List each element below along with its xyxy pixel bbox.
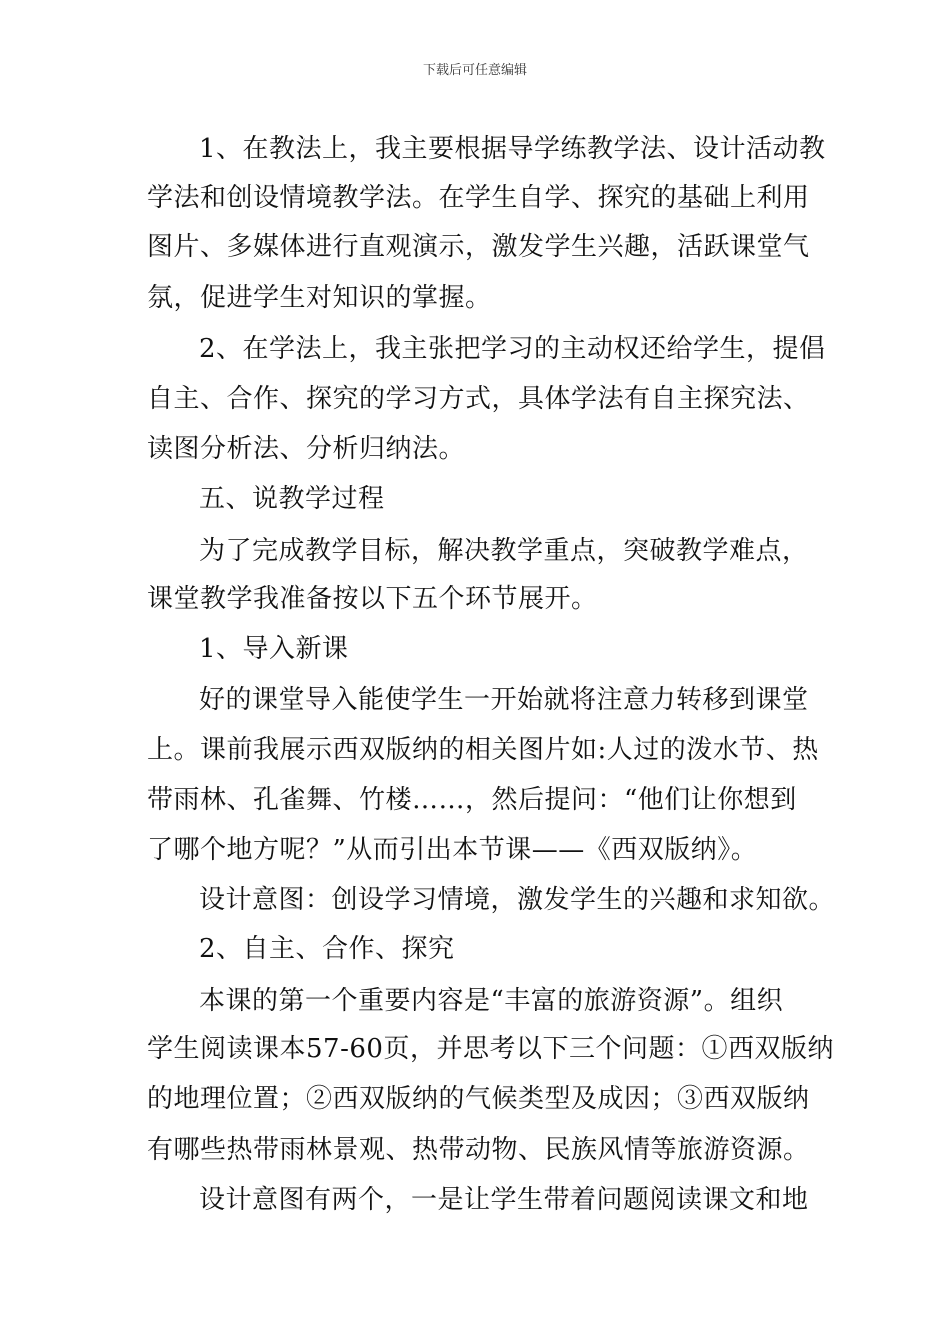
text-line: 的地理位置；②西双版纳的气候类型及成因；③西双版纳 [147,1084,810,1114]
text-line: 上。课前我展示西双版纳的相关图片如:人过的泼水节、热 [147,735,819,765]
section-heading: 五、说教学过程 [199,484,385,514]
text-line: 设计意图有两个，一是让学生带着问题阅读课文和地 [199,1185,809,1215]
text-line: 本课的第一个重要内容是“丰富的旅游资源”。组织 [199,986,784,1016]
text-line: 带雨林、孔雀舞、竹楼……，然后提问：“他们让你想到 [147,785,797,815]
text-line: 设计意图：创设学习情境，激发学生的兴趣和求知欲。 [199,885,836,915]
text-line: 学生阅读课本57-60页，并思考以下三个问题：①西双版纳 [147,1034,834,1064]
text-line: 了哪个地方呢？”从而引出本节课——《西双版纳》。 [147,835,758,865]
text-line: 学法和创设情境教学法。在学生自学、探究的基础上利用 [147,183,810,213]
text-line: 课堂教学我准备按以下五个环节展开。 [147,584,598,614]
text-line: 好的课堂导入能使学生一开始就将注意力转移到课堂 [199,685,809,715]
text-line: 自主、合作、探究的学习方式，具体学法有自主探究法、 [147,384,810,414]
text-line: 读图分析法、分析归纳法。 [147,434,466,464]
text-line: 为了完成教学目标，解决教学重点，突破教学难点， [199,536,809,566]
text-line: 有哪些热带雨林景观、热带动物、民族风情等旅游资源。 [147,1135,810,1165]
text-line: 2、在学法上，我主张把学习的主动权还给学生，提倡 [199,334,826,364]
subsection-heading: 1、导入新课 [199,634,349,664]
page-header-note: 下载后可任意编辑 [422,63,527,78]
text-line: 氛，促进学生对知识的掌握。 [147,283,492,313]
text-line: 1、在教法上，我主要根据导学练教学法、设计活动教 [199,134,826,164]
text-line: 图片、多媒体进行直观演示，激发学生兴趣，活跃课堂气 [147,232,810,262]
subsection-heading: 2、自主、合作、探究 [199,934,455,964]
